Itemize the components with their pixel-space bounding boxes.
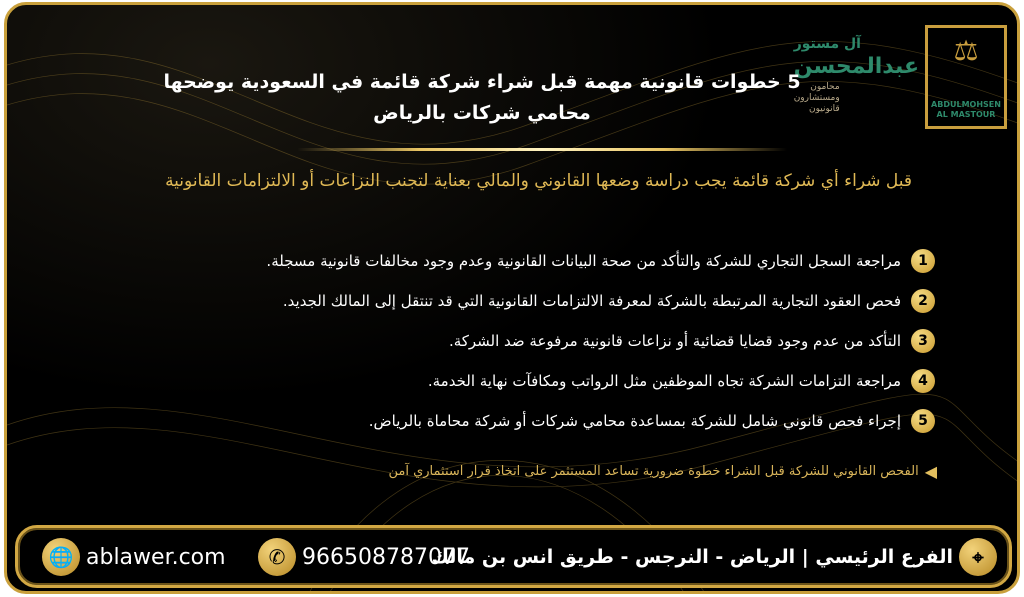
step-number-badge: 3 bbox=[911, 329, 935, 353]
step-text: التأكد من عدم وجود قضايا قضائية أو نزاعات قانونية مرفوعة ضد الشركة. bbox=[448, 332, 901, 350]
phone-icon: ✆ bbox=[258, 538, 296, 576]
step-number-badge: 1 bbox=[911, 249, 935, 273]
closing-note-text: الفحص القانوني للشركة قبل الشراء خطوة ضرورية تساعد المستثمر على اتخاذ قرار استثماري آمن bbox=[388, 464, 919, 479]
tagline-3: قانونيون bbox=[808, 104, 840, 114]
infographic-frame bbox=[4, 2, 1020, 594]
closing-note bbox=[389, 462, 938, 481]
globe-icon: 🌐 bbox=[42, 538, 80, 576]
tagline-2: ومستشارون bbox=[793, 93, 840, 103]
list-item bbox=[75, 361, 935, 401]
step-text: مراجعة التزامات الشركة تجاه الموظفين مثل الرواتب ومكافآت نهاية الخدمة. bbox=[427, 372, 901, 390]
intro-text: قبل شراء أي شركة قائمة يجب دراسة وضعها القانوني والمالي بعناية لتجنب النزاعات أو الالتزامات القانونية bbox=[165, 171, 912, 191]
step-text: إجراء فحص قانوني شامل للشركة بمساعدة محامي شركات أو شركة محاماة بالرياض. bbox=[368, 412, 901, 430]
list-item bbox=[75, 321, 935, 361]
step-number-badge: 5 bbox=[911, 409, 935, 433]
step-text: فحص العقود التجارية المرتبطة بالشركة لمعرفة الالتزامات القانونية التي قد تنتقل إلى المالك الجديد. bbox=[282, 292, 901, 310]
tagline-1: محامون bbox=[810, 82, 840, 92]
title-line-1: 5 خطوات قانونية مهمة قبل شراء شركة قائمة في السعودية يوضحها bbox=[163, 71, 801, 93]
location-pin-icon: ⌖ bbox=[959, 538, 997, 576]
steps-list bbox=[75, 241, 935, 441]
list-item bbox=[75, 281, 935, 321]
website-link[interactable]: ablawer.com bbox=[86, 544, 226, 570]
logo-frame bbox=[925, 25, 1007, 129]
gold-divider bbox=[297, 148, 787, 151]
logo-en-line2: AL MASTOUR bbox=[936, 110, 996, 119]
scales-of-justice-icon: ⚖ bbox=[953, 34, 979, 67]
step-number-badge: 4 bbox=[911, 369, 935, 393]
firm-logo bbox=[794, 25, 1007, 129]
address-contact bbox=[432, 538, 997, 576]
logo-en-line1: ABDULMOHSEN bbox=[931, 100, 1001, 109]
step-number-badge: 2 bbox=[911, 289, 935, 313]
website-contact[interactable] bbox=[42, 538, 226, 576]
phone-number[interactable]: 966508787077 bbox=[302, 544, 470, 570]
list-item bbox=[75, 241, 935, 281]
contact-footer bbox=[15, 525, 1012, 588]
logo-arabic-block bbox=[794, 25, 919, 115]
list-item bbox=[75, 401, 935, 441]
address-text: الفرع الرئيسي | الرياض - النرجس - طريق انس بن مالك bbox=[431, 546, 953, 568]
logo-arabic-name: عبدالمحسن bbox=[793, 54, 919, 79]
arrow-left-icon: ◀ bbox=[924, 462, 937, 481]
title-line-2: محامي شركات بالرياض bbox=[373, 102, 591, 124]
page-title bbox=[157, 67, 807, 129]
step-text: مراجعة السجل التجاري للشركة والتأكد من صحة البيانات القانونية وعدم وجود مخالفات قانونية مسجلة. bbox=[266, 252, 901, 270]
logo-family-name: آل مستور bbox=[793, 36, 861, 52]
logo-english-name bbox=[931, 100, 1001, 120]
